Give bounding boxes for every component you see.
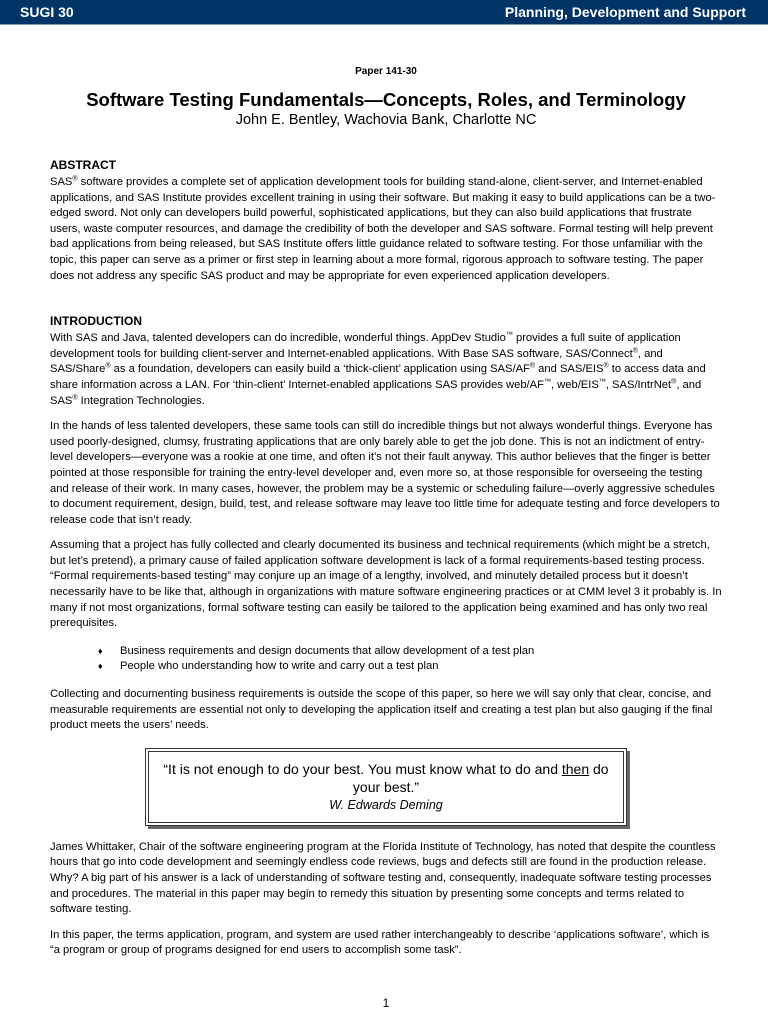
quote-text: “It is not enough to do your best. You must know what to do and then do your best.”	[163, 760, 609, 795]
prerequisite-list	[98, 644, 722, 675]
conference-label: SUGI 30	[20, 4, 74, 20]
list-item: ♦ People who understanding how to write and carry out a test plan	[98, 659, 722, 675]
introduction-section	[50, 314, 722, 959]
intro-paragraph-6: In this paper, the terms application, program, and system are used rather interchangeably to describe ‘applications software’, which is “a program or group of programs designed for end users to accomplish some task”.	[50, 928, 710, 957]
abstract-section	[50, 158, 722, 284]
intro-paragraph-2: In the hands of less talented developers, these same tools can still do incredible things but not always wonderful things. Everyone has used poorly-designed, clumsy, frustrating applications that are only barely able to get the job done. This is not an indictment of entry-level developers—everyone was a rookie at one time, and often it’s not their fault anyway. This author believes that the finger is better pointed at those responsible for training the entry-level developer and, even more so, at those responsible for overseeing the testing and release of their work. In many cases, however, the problem may be a systemic or scheduling failure—overly aggressive schedules to document requirement, design, build, test, and release software may leave too little time for adequate testing and force developers to release code that isn’t ready.	[50, 420, 720, 526]
paper-body	[50, 0, 722, 1031]
page-header	[0, 0, 768, 25]
paper-title: Software Testing Fundamentals—Concepts, Roles, and Terminology	[86, 89, 686, 110]
quote-box	[145, 748, 627, 826]
abstract-heading: ABSTRACT	[50, 158, 116, 172]
quote-attribution: W. Edwards Deming	[329, 797, 443, 812]
intro-paragraph-4: Collecting and documenting business requirements is outside the scope of this paper, so here we will say only that clear, concise, and measurable requirements are essential not only to developing the application itself and creating a test plan but also gauging if the final product meets the users’ needs.	[50, 688, 713, 732]
intro-paragraph-5: James Whittaker, Chair of the software engineering program at the Florida Institute of Technology, has noted that despite the countless hours that go into code development and seemingly endless code reviews, bugs and defects still are found in the production release. Why? A big part of his answer is a lack of understanding of software testing and, consequently, inadequate software testing processes and procedures. The material in this paper may begin to remedy this situation by presenting some concepts and terms related to software testing.	[50, 840, 716, 916]
introduction-heading: INTRODUCTION	[50, 314, 142, 329]
list-item: ♦ Business requirements and design documents that allow development of a test plan	[98, 644, 722, 660]
diamond-bullet-icon: ♦	[98, 661, 103, 672]
intro-paragraph-3: Assuming that a project has fully collected and clearly documented its business and technical requirements (which might be a stretch, but let’s pretend), a primary cause of failed application software development is lack of a formal requirements-based testing process. “Formal requirements-based testing” may conjure up an image of a lengthy, involved, and minutely detailed process but it doesn’t necessarily have to be like that, although in organizations with mature software engineering practices or at CMM level 3 it probably is. In many if not most organizations, formal software testing can easily be tailored to the application being examined and has only two real prerequisites.	[50, 539, 722, 630]
section-label: Planning, Development and Support	[504, 4, 746, 20]
page-number: 1	[382, 995, 390, 1010]
author-line: John E. Bentley, Wachovia Bank, Charlotte NC	[235, 112, 537, 128]
abstract-text: SAS® software provides a complete set of application development tools for building stand-alone, client-server, and Internet-enabled applications, and SAS Institute provides excellent training in using their software. But making it easy to build applications can be a two-edged sword. Not only can developers build powerful, sophisticated applications, but they can also build applications that frustrate users, waste computer resources, and damage the credibility of both the developer and SAS software. Formal testing will help prevent bad applications from being released, but SAS Institute offers little guidance related to software testing. For those unfamiliar with the topic, this paper can serve as a primer or first step in learning about a more formal, rigorous approach to software testing. The paper does not address any specific SAS product and may be appropriate for even experienced application developers.	[50, 175, 716, 282]
diamond-bullet-icon: ♦	[98, 645, 103, 656]
paper-number: Paper 141-30	[355, 66, 417, 77]
intro-paragraph-1: With SAS and Java, talented developers can do incredible, wonderful things. AppDev Studio™ provides a full suite of application development tools for building client-server and Internet-enabled applications. With Base SAS software, SAS/Connect®, and SAS/Share® as a foundation, developers can easily build a ‘thick-client’ application using SAS/AF® and SAS/EIS® to access data and share information across a LAN. For ‘thin-client’ Internet-enabled applications SAS provides web/AF™, web/EIS™, SAS/IntrNet®, and SAS® Integration Technologies.	[50, 331, 706, 407]
